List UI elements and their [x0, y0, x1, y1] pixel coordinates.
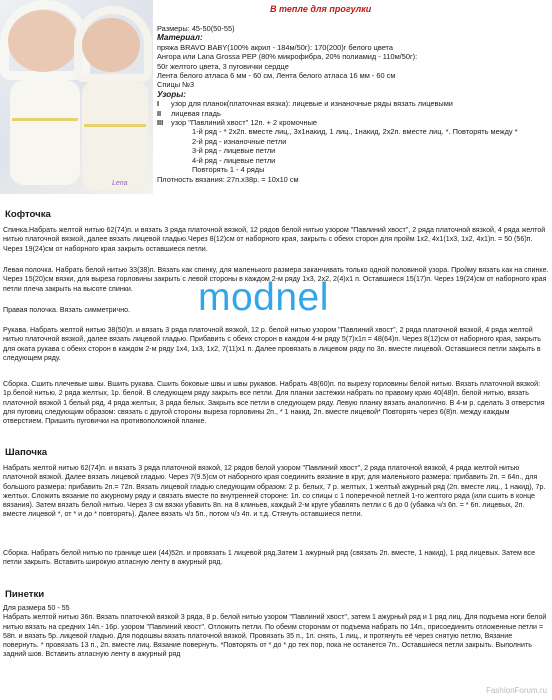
pattern-1 — [157, 99, 549, 108]
spec-needles: Спицы №3 — [157, 80, 195, 90]
spec-block — [157, 24, 549, 184]
patterns-heading: Узоры: — [157, 89, 187, 99]
photo-face-right — [82, 18, 140, 72]
pattern-3 — [157, 118, 549, 127]
section-heading-booties: Пинетки — [5, 589, 45, 600]
watermark: modnel — [198, 276, 329, 319]
spec-yarn3: 50г желтого цвета, 3 пуговички сердце — [157, 61, 289, 71]
baby-photo — [0, 0, 153, 194]
kofta-sleeves: Рукава. Набрать желтой нитью 38(50)п. и вязать 3 ряда платочной вязкой, 12 р. белой нитью узором "Павлиний хвост", 2 ряда платочной вязкой, 4 ряда желтой нитью платочной вязкой, далее вязать лицевой гладью. Прибавить с обеих сторон в каждом 4-м ряду 5(7)х1п = 48(64)п. Через 8(12)см от наборного края, закрыть для оката рукава с обеих сторон в каждом 2-м ряду 1х4, 1х3, 1х2, 7(11)х1 п. Далее провязать в лицевом ряду по 3п. вместе лицевой. Оставшиеся петли закрыть в следующем ряду. — [3, 326, 541, 362]
kofta-assembly: Сборка. Сшить плечевые швы. Вшить рукава. Сшить боковые швы и швы рукавов. Набрать 48(60)п. по вырезу горловины белой нитью. Вязать платочной вязкой: 1р.белой нитью, 2 ряда желтых, 1р. белой. В следующем ряду закрыть все петли. Для планки застежки набрать по правому краю 40(48)п. белой нитью, вязать платочной вязкой 1 белый ряд, 4 ряда желтых, 3 ряда белых. Закрыть все петли в следующем ряду. Левую планку вязать аналогично. В 4-м р. сделать 3 отверстия для пуговиц следующим образом: связать с другой стороны выреза горловины 2п., * 1 накид, 2п. вместе лицевой* Повторять через 6(8)п. между каждым отверстием. Пришить пуговички на противоположной планке. — [3, 380, 545, 425]
pattern-repeat: Повторять 1 - 4 ряды — [192, 165, 265, 175]
pattern-1-text: узор для планок(платочная вязка): лицевые и изнаночные ряды вязать лицевыми — [171, 99, 453, 109]
kofta-back: Спинка.Набрать желтой нитью 62(74)п. и вязать 3 ряда платочной вязкой, 12 рядов белой нитью узором "Павлиний хвост", 2 ряда платочной вязкой, 4 ряда желтой нитью платочной вязкой, далее вязать лицевой гладью.Через 8(12)см от наборного края, закрыть с обеих сторон для пройм 1х2, 4х1(1х3, 1х2, 4х1)п. = 50 (56)п. Через 19(24)см от наборного края закрыть оставшиеся петли. — [3, 226, 546, 253]
photo-stripe — [12, 118, 78, 121]
kofta-left-front: Левая полочка. Набрать белой нитью 33(38)п. Вязать как спинку, для маленького размера заканчивать только одной половиной узора. Пройму вязать как на спинке. Через 15(20)см вязки, для выреза горловины закрыть с левой стороны в каждом 2-м ряду 1х3, 2х2, 2(4)х1 п. Оставшиеся 15(17)п. Через 19(24)см от наборного края петли плеча закрыть на высоте спинки. — [3, 266, 549, 293]
photo-face-left — [8, 10, 78, 72]
pattern-row-4: 4-й ряд - лицевые петли — [192, 155, 276, 165]
pattern-3-num: III — [157, 118, 164, 128]
pattern-row-1: 1-й ряд - * 2х2п. вместе лиц., 3х1накид, 1 лиц., 1накид, 2х2п. вместе лиц. *. Повторять между * — [192, 127, 518, 137]
pattern-3-text: узор "Павлиний хвост" 12п. + 2 кромочные — [171, 118, 318, 128]
spec-ribbon: Лента белого атласа 6 мм - 60 см, Лента белого атласа 16 мм - 60 см — [157, 71, 396, 81]
photo-body-left — [10, 80, 80, 185]
material-heading: Материал: — [157, 33, 203, 43]
photo-stripe — [84, 124, 146, 127]
hat-instructions: Набрать желтой нитью 62(74)п. и вязать 3 ряда платочной вязкой, 12 рядов белой узором "Павлиний хвост", 2 ряда платочной вязкой, 4 ряда желтой нитью платочной вязкой. Далее вязать лицевой гладью. Через 7(9.5)см от наборного края соединить вязание в круг, для маленького размера: прибавить 2п. = 64п., для большого размера: прибавить 2п.= 72п. Вязать лицевой гладью следующим образом: 2 р. белых, 7 р. желтых, 1 желтый ажурный ряд (2п. вместе лиц., 1 накид), 7р. желтых. Сложить вязание по ажурному ряду и связать вместе по внутренней стороне: 1п. со спицы с 1 поперечной петлей 1-го желтого ряда (или сшить в конце вязания). Затем вязать белой нитью. Через 3 см вязки убавить 8п. на 8 клиньев, каждый 2-м круге убавлять петли с 6 до 0 (убавка ч/з 6п. = * 6п. лицевых, 2п. вместе лицевой *, от * и до * повторять). Далее вязать ч/з 5п., потом ч/з 4п. и т.д. Стянуть оставшиеся петли. — [3, 464, 546, 519]
section-heading-hat: Шапочка — [5, 447, 48, 458]
hat-assembly: Сборка. Набрать белой нитью по границе шеи (44)52п. и провязать 1 лицевой ряд.Затем 1 ажурный ряд (связать 2п. вместе, 1 накид), 1 ряд лицевых. Затем все петли закрыть. Вставить широкую атласную ленту в ажурный ряд. — [3, 549, 536, 567]
spec-gauge: Плотность вязания: 27п.х38р. = 10х10 см — [157, 174, 299, 184]
photo-signature: Lena — [112, 180, 128, 187]
photo-body-right — [82, 80, 148, 190]
section-heading-kofta: Кофточка — [5, 209, 51, 220]
spec-yarn2: Ангора или Lana Grossa PEP (80% микрофибра, 20% полиамид - 110м/50г): — [157, 52, 418, 62]
spec-sizes: Размеры: 45-50(50-55) — [157, 24, 235, 33]
kofta-right-front: Правая полочка. Вязать симметрично. — [3, 306, 131, 314]
pattern-1-num: I — [157, 99, 160, 109]
pattern-2-text: лицевая гладь — [171, 108, 221, 118]
pattern-row-3: 3-й ряд - лицевые петли — [192, 146, 276, 156]
pattern-2 — [157, 109, 549, 118]
spec-yarn1: пряжа BRAVO BABY(100% акрил - 184м/50г): 170(200)г белого цвета — [157, 42, 393, 52]
pattern-2-num: II — [157, 108, 162, 118]
site-footer: FashionForum.ru — [486, 686, 547, 695]
pattern-row-2: 2-й ряд - изнаночные петли — [192, 136, 287, 146]
booties-instructions: Для размера 50 - 55 Набрать желтой нитью 36п. Вязать платочной вязкой 3 ряда, 8 р. белой нитью узором "Павлиний хвост", затем 1 ажурный ряд и 1 ряд лиц. Для подъема ноги белой нитью вязать на средних 14п.- 16р. узором "Павлиний хвост". Отложить петли. По обеим сторонам от подъема набрать по 14п., присоединить отложенные петли = 58п. и вязать 5р. лицевой гладью. Для подошвы вязать платочной вязкой. Провязать 35 п., 1п. снять, 1 лиц., и протянуть её через снятую петлю, Вязание повернуть. * провязать 13 п., 2п. вместе лиц. Вязание повернуть. *Повторять от * до * до тех пор, пока не останется 7п.. Оставшиеся петли закрыть. Выполнить задний шов. Вставить атласную ленту в ажурный ряд — [3, 604, 547, 659]
page-title: В тепле для прогулки — [270, 4, 372, 14]
